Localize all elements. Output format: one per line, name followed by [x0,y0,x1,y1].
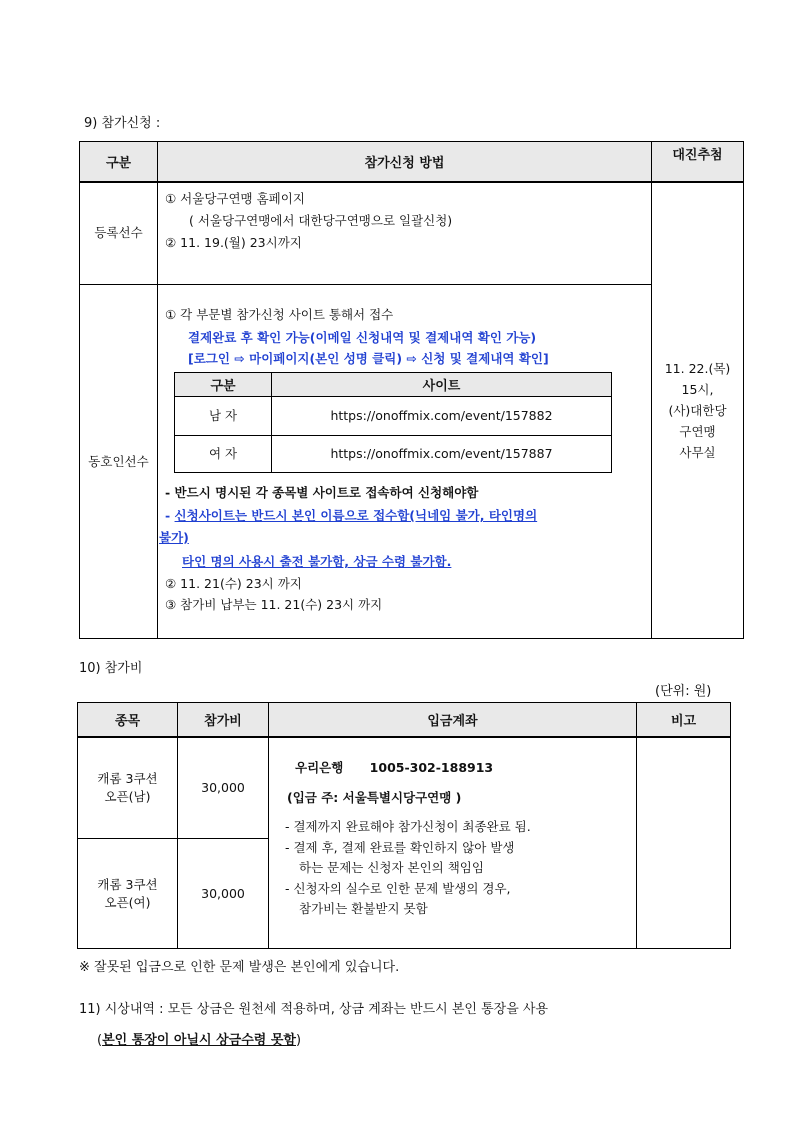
site-row-male-url[interactable]: https://onoffmix.com/event/157882 [330,408,553,423]
depositor: (입금 주: 서울특별시당구연맹 ) [287,790,462,805]
fee-note-5: 참가비는 환불받지 못함 [299,901,428,916]
fee-header-account: 입금계좌 [269,703,636,736]
draw-place-2: 구연맹 [679,424,716,439]
draw-info [652,358,743,463]
draw-time: 15시, [681,382,714,397]
account-number: 1005-302-188913 [369,760,494,775]
site-row-female-url[interactable]: https://onoffmix.com/event/157887 [330,446,553,461]
amateur-blue1: 결제완료 후 확인 가능(이메일 신청내역 및 결제내역 확인 가능) [188,330,537,345]
registered-line3: ② 11. 19.(월) 23시까지 [165,235,302,250]
bank-name: 우리은행 [295,760,344,775]
row-label-amateur: 동호인선수 [88,454,149,469]
fee-row-male-amount: 30,000 [201,780,245,795]
fee-row-female-event: 캐롬 3쿠션 오픈(여) [97,877,158,910]
header-method: 참가신청 방법 [158,142,651,181]
site-header-category: 구분 [175,373,271,396]
amateur-note2: - 신청사이트는 반드시 본인 이름으로 접수함(닉네임 불가, 타인명의 [165,508,538,523]
amateur-note2-cont: 불가) [159,530,189,545]
fee-row-female-amount: 30,000 [201,886,245,901]
draw-place-3: 사무실 [679,445,716,460]
site-row-female-label: 여 자 [208,446,238,461]
amateur-blue2: [로그인 ⇨ 마이페이지(본인 성명 클릭) ⇨ 신청 및 결제내역 확인] [188,351,549,366]
site-row-male-label: 남 자 [208,408,238,423]
fee-header-fee: 참가비 [178,703,268,736]
fee-row-male-event: 캐롬 3쿠션 오픈(남) [97,771,158,804]
amateur-note3: 타인 명의 사용시 출전 불가함, 상금 수령 불가함. [182,554,452,569]
amateur-line1: ① 각 부문별 참가신청 사이트 통해서 접수 [165,307,394,322]
draw-date: 11. 22.(목) [664,361,731,376]
fee-note-3: 하는 문제는 신청자 본인의 책임임 [299,860,484,875]
header-draw: 대진추첨 [652,142,743,181]
section11-title: 11) 시상내역 : 모든 상금은 원천세 적용하며, 상금 계좌는 반드시 본인 통장을 사용 [79,1002,549,1017]
site-header-site: 사이트 [272,373,611,396]
registered-line1: ① 서울당구연맹 홈페이지 [165,191,305,206]
draw-place-1: (사)대한당 [668,403,727,418]
fee-notes [285,817,531,920]
registered-line2: ( 서울당구연맹에서 대한당구연맹으로 일괄신청) [189,213,453,228]
fee-header-note: 비고 [637,703,730,736]
fee-header-event: 종목 [78,703,177,736]
bank-account [295,758,493,776]
amateur-fee-deadline: ③ 참가비 납부는 11. 21(수) 23시 까지 [165,597,383,612]
amateur-note1: - 반드시 명시된 각 종목별 사이트로 접속하여 신청해야함 [165,485,479,500]
fee-note-1: - 결제까지 완료해야 참가신청이 최종완료 됨. [285,819,531,834]
amateur-deadline: ② 11. 21(수) 23시 까지 [165,576,302,591]
row-label-registered: 등록선수 [94,225,143,240]
unit-label: (단위: 원) [655,684,712,699]
section9-title: 9) 참가신청 : [84,116,161,131]
header-category: 구분 [80,142,157,181]
fee-note-2: - 결제 후, 결제 완료를 확인하지 않아 발생 [285,839,515,855]
section10-title: 10) 참가비 [79,661,143,676]
payment-warning: ※ 잘못된 입금으로 인한 문제 발생은 본인에게 있습니다. [79,960,400,975]
section11-note: (본인 통장이 아닐시 상금수령 못함) [97,1033,302,1048]
fee-note-4: - 신청자의 실수로 인한 문제 발생의 경우, [285,880,511,896]
